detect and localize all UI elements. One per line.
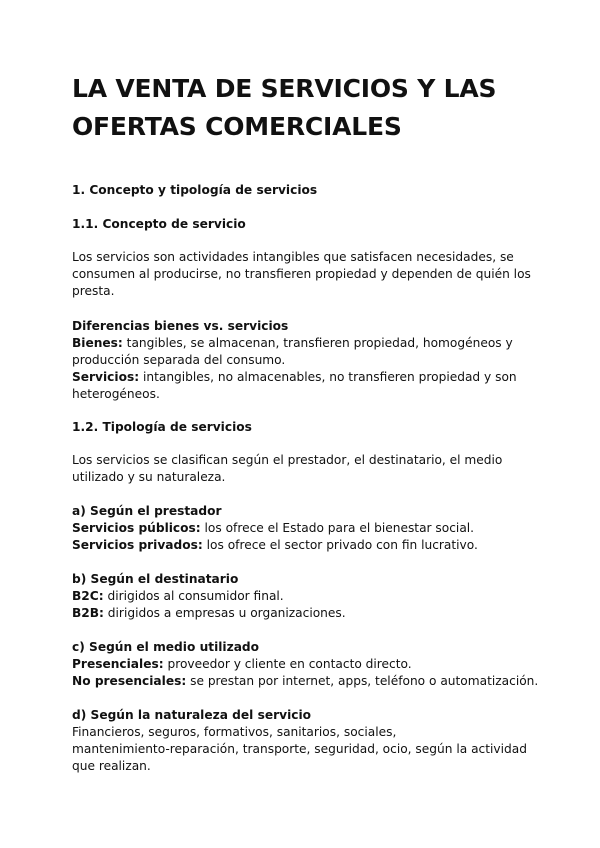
b2b-line bbox=[72, 605, 532, 622]
b2c-line bbox=[72, 588, 532, 605]
privados-text: los ofrece el sector privado con fin lucrativo. bbox=[202, 538, 478, 552]
tipologia-paragraph bbox=[72, 452, 532, 486]
servicios-line bbox=[72, 369, 532, 386]
bienes-label: Bienes: bbox=[72, 336, 123, 350]
privados-line bbox=[72, 537, 532, 554]
text-line: que realizan. bbox=[72, 759, 151, 773]
privados-label: Servicios privados: bbox=[72, 538, 203, 552]
section-heading-1: 1. Concepto y tipología de servicios bbox=[72, 183, 318, 197]
title-line: OFERTAS COMERCIALES bbox=[72, 112, 402, 141]
text-line: Los servicios se clasifican según el prestador, el destinatario, el medio bbox=[72, 453, 503, 467]
presenciales-text: proveedor y cliente en contacto directo. bbox=[163, 657, 412, 671]
destinatario-block bbox=[72, 571, 532, 622]
medio-block bbox=[72, 639, 539, 690]
bienes-line bbox=[72, 335, 532, 352]
b2c-label: B2C: bbox=[72, 589, 104, 603]
text-line: mantenimiento-reparación, transporte, seguridad, ocio, según la actividad bbox=[72, 742, 527, 756]
bienes-text: tangibles, se almacenan, transfieren propiedad, homogéneos y bbox=[122, 336, 513, 350]
text-line: presta. bbox=[72, 284, 115, 298]
text-line: Los servicios son actividades intangibles que satisfacen necesidades, se bbox=[72, 250, 514, 264]
servicios-line-cont: heterogéneos. bbox=[72, 387, 160, 401]
text-line: consumen al producirse, no transfieren propiedad y dependen de quién los bbox=[72, 267, 531, 281]
presenciales-line bbox=[72, 656, 532, 673]
destinatario-heading: b) Según el destinatario bbox=[72, 572, 239, 586]
document-title bbox=[72, 70, 542, 146]
text-line: Financieros, seguros, formativos, sanitarios, sociales, bbox=[72, 725, 397, 739]
prestador-block bbox=[72, 503, 532, 554]
b2b-label: B2B: bbox=[72, 606, 104, 620]
section-heading-1-2: 1.2. Tipología de servicios bbox=[72, 420, 252, 434]
naturaleza-block bbox=[72, 707, 532, 775]
servicios-text: intangibles, no almacenables, no transfieren propiedad y son bbox=[139, 370, 517, 384]
publicos-line bbox=[72, 520, 532, 537]
no-presenciales-text: se prestan por internet, apps, teléfono o automatización. bbox=[186, 674, 539, 688]
medio-heading: c) Según el medio utilizado bbox=[72, 640, 260, 654]
b2b-text: dirigidos a empresas u organizaciones. bbox=[103, 606, 346, 620]
concepto-paragraph bbox=[72, 249, 532, 300]
title-line: LA VENTA DE SERVICIOS Y LAS bbox=[72, 74, 497, 103]
bienes-line-cont: producción separada del consumo. bbox=[72, 353, 286, 367]
diferencias-block bbox=[72, 318, 532, 403]
publicos-label: Servicios públicos: bbox=[72, 521, 201, 535]
no-presenciales-line bbox=[72, 673, 539, 690]
publicos-text: los ofrece el Estado para el bienestar social. bbox=[200, 521, 475, 535]
naturaleza-heading: d) Según la naturaleza del servicio bbox=[72, 708, 312, 722]
section-heading-1-1: 1.1. Concepto de servicio bbox=[72, 217, 246, 231]
presenciales-label: Presenciales: bbox=[72, 657, 164, 671]
prestador-heading: a) Según el prestador bbox=[72, 504, 222, 518]
no-presenciales-label: No presenciales: bbox=[72, 674, 187, 688]
servicios-label: Servicios: bbox=[72, 370, 140, 384]
diferencias-heading: Diferencias bienes vs. servicios bbox=[72, 319, 289, 333]
text-line: utilizado y su naturaleza. bbox=[72, 470, 226, 484]
b2c-text: dirigidos al consumidor final. bbox=[103, 589, 284, 603]
